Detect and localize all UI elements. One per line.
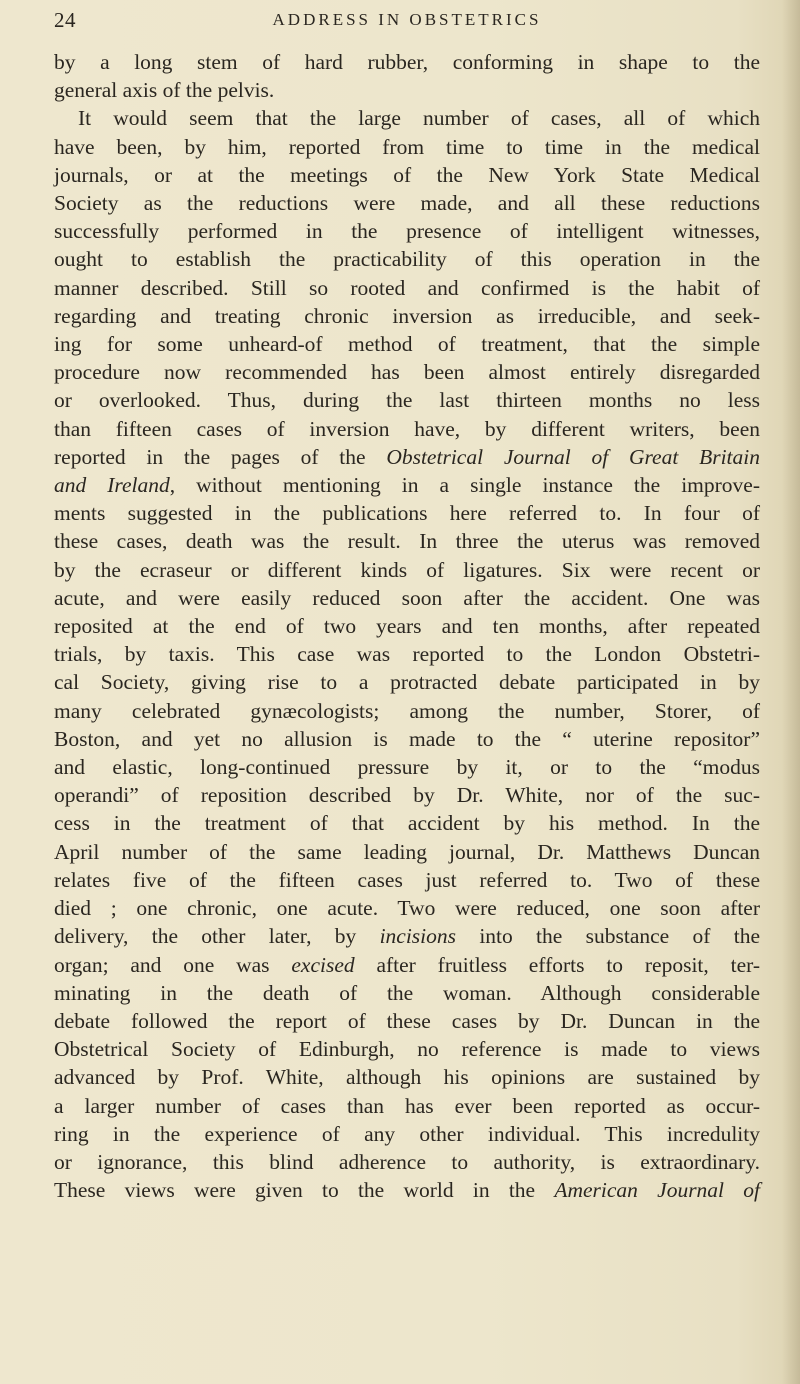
text-segment: minating in the death of the woman. Although considerable bbox=[54, 980, 760, 1005]
text-segment: successfully performed in the presence of intelligent witnesses, bbox=[54, 219, 760, 244]
text-segment: these cases, death was the result. In three the uterus was removed bbox=[54, 529, 760, 554]
text-segment: April number of the same leading journal, Dr. Matthews Duncan bbox=[54, 839, 760, 864]
text-segment: died ; one chronic, one acute. Two were reduced, one soon after bbox=[54, 896, 760, 921]
text-segment: or overlooked. Thus, during the last thirteen months no less bbox=[54, 388, 760, 413]
text-line bbox=[54, 753, 760, 781]
text-line bbox=[54, 838, 760, 866]
text-line bbox=[54, 781, 760, 809]
text-segment: trials, by taxis. This case was reported to the London Obstetri- bbox=[54, 642, 760, 667]
text-segment: procedure now recommended has been almost entirely disregarded bbox=[54, 360, 760, 385]
text-line bbox=[54, 245, 760, 273]
text-segment: a larger number of cases than has ever been reported as occur- bbox=[54, 1093, 760, 1118]
text-segment: have been, by him, reported from time to time in the medical bbox=[54, 134, 760, 159]
text-line bbox=[54, 640, 760, 668]
text-line bbox=[54, 1007, 760, 1035]
italic-text: American Journal of bbox=[554, 1178, 760, 1203]
text-line bbox=[54, 415, 760, 443]
text-line bbox=[54, 951, 760, 979]
text-segment: ring in the experience of any other individual. This incredulity bbox=[54, 1121, 760, 1146]
running-head: ADDRESS IN OBSTETRICS bbox=[272, 10, 542, 29]
text-line bbox=[54, 697, 760, 725]
text-segment: general axis of the pelvis. bbox=[54, 78, 275, 103]
text-segment: Boston, and yet no allusion is made to the “ uterine repositor” bbox=[54, 726, 760, 751]
text-line bbox=[54, 979, 760, 1007]
text-line bbox=[54, 725, 760, 753]
text-line bbox=[54, 1176, 760, 1204]
text-segment: ought to establish the practicability of this operation in the bbox=[54, 247, 760, 272]
text-segment: cess in the treatment of that accident by his method. In the bbox=[54, 811, 760, 836]
text-segment: organ; and one was bbox=[54, 952, 292, 977]
text-segment: acute, and were easily reduced soon after the accident. One was bbox=[54, 585, 760, 610]
text-line bbox=[54, 527, 760, 555]
text-segment: many celebrated gynæcologists; among the number, Storer, of bbox=[54, 698, 760, 723]
text-line bbox=[54, 1063, 760, 1091]
text-segment: than fifteen cases of inversion have, by different writers, been bbox=[54, 416, 760, 441]
text-segment: or ignorance, this blind adherence to authority, is extraordinary. bbox=[54, 1149, 760, 1174]
text-segment: relates five of the fifteen cases just referred to. Two of these bbox=[54, 867, 760, 892]
text-segment: after fruitless efforts to reposit, ter- bbox=[354, 952, 760, 977]
text-segment: cal Society, giving rise to a protracted debate participated in by bbox=[54, 670, 760, 695]
text-line bbox=[54, 471, 760, 499]
text-line bbox=[54, 499, 760, 527]
text-line bbox=[54, 330, 760, 358]
text-line bbox=[54, 161, 760, 189]
text-line bbox=[54, 922, 760, 950]
text-line bbox=[54, 1120, 760, 1148]
italic-text: Obstetrical Journal of Great Britain bbox=[386, 444, 760, 469]
text-segment: These views were given to the world in the bbox=[54, 1178, 555, 1203]
text-segment: journals, or at the meetings of the New York State Medical bbox=[54, 162, 760, 187]
text-line bbox=[54, 189, 760, 217]
text-segment: reported in the pages of the bbox=[54, 444, 387, 469]
text-line bbox=[54, 668, 760, 696]
text-segment: delivery, the other later, by bbox=[54, 924, 380, 949]
text-line bbox=[54, 358, 760, 386]
text-line bbox=[54, 443, 760, 471]
text-line bbox=[54, 809, 760, 837]
text-line bbox=[54, 133, 760, 161]
text-segment: by the ecraseur or different kinds of ligatures. Six were recent or bbox=[54, 557, 760, 582]
italic-text: excised bbox=[291, 952, 355, 977]
text-segment: reposited at the end of two years and ten months, after repeated bbox=[54, 614, 760, 639]
text-segment: Obstetrical Society of Edinburgh, no reference is made to views bbox=[54, 1037, 760, 1062]
text-line bbox=[54, 584, 760, 612]
page-edge-shadow bbox=[782, 0, 800, 1384]
text-line bbox=[54, 217, 760, 245]
text-segment: , without mentioning in a single instance the improve- bbox=[169, 473, 760, 498]
text-segment: operandi” of reposition described by Dr. White, nor of the suc- bbox=[54, 783, 760, 808]
text-segment: advanced by Prof. White, although his opinions are sustained by bbox=[54, 1065, 760, 1090]
text-segment: debate followed the report of these cases by Dr. Duncan in the bbox=[54, 1008, 760, 1033]
text-line bbox=[54, 386, 760, 414]
text-line bbox=[54, 274, 760, 302]
text-segment: It would seem that the large number of cases, all of which bbox=[78, 106, 760, 131]
text-line bbox=[54, 866, 760, 894]
italic-text: incisions bbox=[379, 924, 457, 949]
text-line bbox=[54, 556, 760, 584]
italic-text: and Ireland bbox=[54, 473, 170, 498]
text-line bbox=[54, 1035, 760, 1063]
text-line bbox=[54, 48, 760, 76]
text-segment: and elastic, long-continued pressure by it, or to the “modus bbox=[54, 755, 760, 780]
text-line bbox=[54, 104, 760, 132]
text-line bbox=[54, 1148, 760, 1176]
text-segment: Society as the reductions were made, and all these reductions bbox=[54, 191, 760, 216]
text-segment: manner described. Still so rooted and confirmed is the habit of bbox=[54, 275, 760, 300]
page-number: 24 bbox=[54, 8, 76, 32]
text-segment: into the substance of the bbox=[456, 924, 760, 949]
text-line bbox=[54, 1092, 760, 1120]
page-header bbox=[54, 8, 760, 42]
text-segment: ing for some unheard-of method of treatment, that the simple bbox=[54, 332, 760, 357]
text-segment: ments suggested in the publications here referred to. In four of bbox=[54, 501, 760, 526]
text-line bbox=[54, 612, 760, 640]
text-segment: by a long stem of hard rubber, conforming in shape to the bbox=[54, 50, 760, 74]
text-line bbox=[54, 76, 760, 104]
text-segment: regarding and treating chronic inversion as irreducible, and seek- bbox=[54, 303, 760, 328]
body-text bbox=[54, 48, 760, 1204]
text-line bbox=[54, 302, 760, 330]
text-line bbox=[54, 894, 760, 922]
